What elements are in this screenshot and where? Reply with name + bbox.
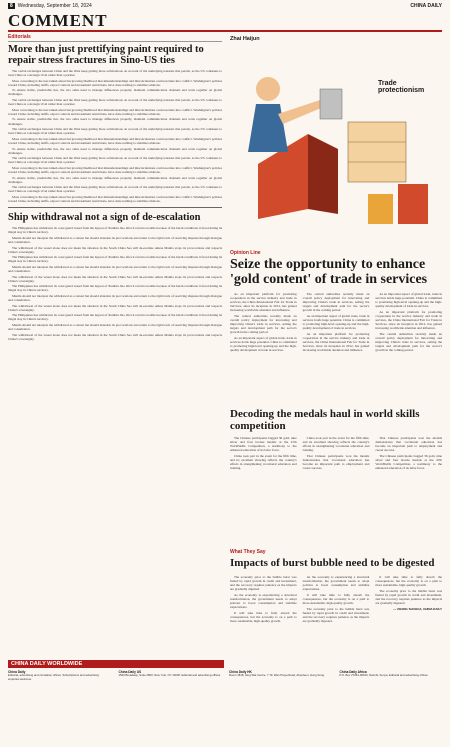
medals-headline: Decoding the medals haul in world skills competition xyxy=(230,408,420,432)
paragraph: More concerning is the less talked-about but growing likelihood that misunderstandings and miscalculations could escalate into conflict. Washington's policies toward China, including tariffs, export controls and investment restrictions, have done nothing to stabilize relations. xyxy=(8,107,222,116)
medals-col-2 xyxy=(303,436,370,472)
bubble-col-3 xyxy=(375,575,442,625)
paragraph: The verbal exchanges between China and the West keep getting more acrimonious on account of the underlying tensions that persist, as the US continues to treat China as a strategic rival rather than a partner. xyxy=(8,98,222,107)
paragraph: The economy prior to the bubble burst was fueled by rapid growth in credit and investment, and the recovery requires patience as the impacts are gradually digested. xyxy=(302,606,370,623)
paragraph: As an important platform for promoting cooperation in the service industry and trade in services, the China International Fair for Trade in Services, since its inception in 2012, has gained increasing worldwide attention and influence. xyxy=(230,292,297,313)
paragraph: The Chinese participants bagged 36 gold, nine silver and four bronze medals at the 47th WorldSkills Competition, a testimony to the enhanced education of its labor force. xyxy=(375,453,443,471)
paragraph: China took part in the event for the fifth time, and its excellent showing reflects the country's efforts in strengthening vocational education and training. xyxy=(302,436,370,453)
opinion-line-tag: Opinion Line xyxy=(230,250,261,256)
paragraph: More concerning is the less talked-about but growing likelihood that misunderstandings and miscalculations could escalate into conflict. Washington's policies toward China, including tariffs, export controls and investment restrictions, have done nothing to stabilize relations. xyxy=(8,78,222,87)
paragraph: The verbal exchanges between China and the West keep getting more acrimonious on account of the underlying tensions that persist, as the US continues to treat China as a strategic rival rather than a partner. xyxy=(8,69,222,78)
paragraph: The withdrawal of the vessel alone does not mean the situation in the South China Sea will de-escalate unless Manila stops its provocations and respects China's sovereignty. xyxy=(8,245,222,254)
paragraph: Manila should not interpret the withdrawal as a retreat but should abandon its provocations and return to the right track of resolving disputes through dialogue and consultation. xyxy=(8,264,222,273)
office-text: Editorial, advertising and circulation offices. Subscriptions and advertising enquiries welcome. xyxy=(8,673,99,681)
paragraph: As an important aspect of global trade, trade in services holds huge potential. China is committed to promoting high-level opening-up and the high-quality development of trade in services. xyxy=(302,313,370,331)
cartoon-illustration xyxy=(228,34,442,244)
paragraph: Manila should not interpret the withdrawal as a retreat but should abandon its provocations and return to the right track of resolving disputes through dialogue and consultation. xyxy=(8,235,222,244)
paragraph: To ensure stable, predictable ties, the two sides need to manage differences properly, maintain communication channels and work together on global challenges. xyxy=(8,88,222,97)
opinion-body xyxy=(230,292,442,354)
bubble-headline: Impacts of burst bubble need to be digested xyxy=(230,557,435,569)
cartoon-label: Trade protectionism xyxy=(378,80,425,94)
editorial-body-2 xyxy=(8,226,222,341)
paragraph: The verbal exchanges between China and the West keep getting more acrimonious on account of the underlying tensions that persist, as the US continues to treat China as a strategic rival rather than a partner. xyxy=(8,156,222,165)
paragraph: The central authorities recently made an overall policy deployment for innovating and improving China's trade in services, setting the targets and development path for the sector's growth in the coming period. xyxy=(302,292,370,313)
paragraph: As the economy is experiencing a structural transformation, the government needs to adopt policies to boost consumption and stabilize expectations. xyxy=(302,575,370,592)
paragraph: The Philippines has withdrawn its coast guard vessel from the lagoon of Xianbin Jiao after it ran into trouble because of the harsh conditions it faced during its illegal stay in China's territory. xyxy=(8,313,222,322)
paragraph: It will take time to fully absorb the consequences, but the economy is on a path to more sustainable, high-quality growth. xyxy=(375,575,443,588)
bubble-col-2 xyxy=(303,575,370,625)
paragraph: The Chinese participants bagged 36 gold, nine silver and four bronze medals at the 47th WorldSkills Competition, a testimony to the enhanced education of its labor force. xyxy=(230,436,297,453)
medals-body xyxy=(230,436,442,472)
divider xyxy=(8,207,222,208)
paragraph: As an important aspect of global trade, trade in services holds huge potential. China is committed to promoting high-level opening-up and the high-quality development of trade in services. xyxy=(375,292,443,309)
editorial-headline-1: More than just prettifying paint required to repair stress fractures in Sino-US ties xyxy=(8,44,204,66)
paragraph: The central authorities recently made an overall policy deployment for innovating and improving China's trade in services, setting the targets and development path for the sector's growth in the coming period. xyxy=(230,313,297,335)
paragraph: The Philippines has withdrawn its coast guard vessel from the lagoon of Xianbin Jiao after it ran into trouble because of the harsh conditions it faced during its illegal stay in China's territory. xyxy=(8,255,222,264)
editorial-headline-2: Ship withdrawal not a sign of de-escalation xyxy=(8,212,201,224)
paragraph: The economy prior to the bubble burst was fueled by rapid growth in credit and investment, and the recovery requires patience as the impacts are gradually digested. xyxy=(375,588,443,606)
office-text: Room 1818, Hing Wai Centre, 7 Tin Wan Praya Road, Aberdeen, Hong Kong. xyxy=(229,673,325,678)
bubble-body xyxy=(230,575,442,625)
paragraph: To ensure stable, predictable ties, the two sides need to manage differences properly, maintain communication channels and work together on global challenges. xyxy=(8,146,222,155)
paragraph: The withdrawal of the vessel alone does not mean the situation in the South China Sea will de-escalate unless Manila stops its provocations and respects China's sovereignty. xyxy=(8,332,222,341)
paragraph: More concerning is the less talked-about but growing likelihood that misunderstandings and miscalculations could escalate into conflict. Washington's policies toward China, including tariffs, export controls and investment restrictions, have done nothing to stabilize relations. xyxy=(8,136,222,145)
office-title: China Daily Africa xyxy=(339,670,367,674)
paragraph: The Philippines has withdrawn its coast guard vessel from the lagoon of Xianbin Jiao after it ran into trouble because of the harsh conditions it faced during its illegal stay in China's territory. xyxy=(8,284,222,293)
page-info xyxy=(8,3,92,9)
paragraph: As an important platform for promoting cooperation in the service industry and trade in services, the China International Fair for Trade in Services, since its inception in 2012, has gained increasing worldwide attention and influence. xyxy=(375,309,443,331)
byline: — ZHANG SHUHUA, CHINA DAILY xyxy=(393,606,443,611)
office-title: China Daily xyxy=(8,670,26,674)
editorials-column xyxy=(8,34,222,342)
medals-col-1 xyxy=(230,436,297,472)
paragraph: Manila should not interpret the withdrawal as a retreat but should abandon its provocations and return to the right track of resolving disputes through dialogue and consultation. xyxy=(8,293,222,303)
paragraph: The economy prior to the bubble burst was fueled by rapid growth in credit and investment, and the recovery requires patience as the impacts are gradually digested. xyxy=(230,575,297,592)
paragraph: As the economy is experiencing a structural transformation, the government needs to adopt policies to boost consumption and stabilize expectations. xyxy=(230,592,297,610)
worldwide-heading: CHINA DAILY WORLDWIDE xyxy=(8,660,224,668)
what-they-say-tag: What They Say xyxy=(230,549,266,555)
paragraph: More concerning is the less talked-about but growing likelihood that misunderstandings and miscalculations could escalate into conflict. Washington's policies toward China, including tariffs, export controls and investment restrictions, have done nothing to stabilize relations. xyxy=(8,194,222,204)
paragraph: The withdrawal of the vessel alone does not mean the situation in the South China Sea will de-escalate unless Manila stops its provocations and respects China's sovereignty. xyxy=(8,303,222,312)
paragraph: The Philippines has withdrawn its coast guard vessel from the lagoon of Xianbin Jiao after it ran into trouble because of the harsh conditions it faced during its illegal stay in China's territory. xyxy=(8,226,222,235)
bubble-col-1 xyxy=(230,575,297,625)
brand-label: CHINA DAILY xyxy=(410,3,442,9)
masthead xyxy=(8,12,442,32)
opinion-headline: Seize the opportunity to enhance 'gold content' of trade in services xyxy=(230,257,428,287)
opinion-col-2 xyxy=(303,292,370,354)
office-china xyxy=(8,671,111,681)
office-title: China Daily US xyxy=(118,670,142,674)
paragraph: The central authorities recently made an overall policy deployment for innovating and improving China's trade in services, setting the targets and development path for the sector's growth in the coming period. xyxy=(375,331,443,353)
paragraph: Manila should not interpret the withdrawal as a retreat but should abandon its provocations and return to the right track of resolving disputes through dialogue and consultation. xyxy=(8,323,222,332)
china-daily-worldwide xyxy=(8,660,442,681)
office-hk xyxy=(229,671,332,681)
worldwide-columns xyxy=(8,671,442,681)
paragraph: The verbal exchanges between China and the West keep getting more acrimonious on account of the underlying tensions that persist, as the US continues to treat China as a strategic rival rather than a partner. xyxy=(8,127,222,136)
office-us xyxy=(119,671,222,681)
paragraph: It will take time to fully absorb the consequences, but the economy is on a path to more sustainable, high-quality growth. xyxy=(302,592,370,606)
opinion-col-3 xyxy=(375,292,442,354)
paragraph: It will take time to fully absorb the consequences, but the economy is on a path to more sustainable, high-quality growth. xyxy=(230,610,297,623)
page-number: 8 xyxy=(10,3,13,9)
office-title: China Daily HK xyxy=(229,670,252,674)
paragraph: That Chinese participants won the medals demonstrates that vocational education has become an important path to employment and career success. xyxy=(302,453,370,471)
paragraph: The verbal exchanges between China and the West keep getting more acrimonious on account of the underlying tensions that persist, as the US continues to treat China as a strategic rival rather than a partner. xyxy=(8,185,222,194)
cartoon-graphic xyxy=(228,34,442,244)
editorial-body-1 xyxy=(8,69,222,203)
office-text: 1500 Broadway, Suite 2800, New York, NY 10036. Editorial and advertising offices. xyxy=(118,673,221,678)
paragraph: As an important platform for promoting cooperation in the service industry and trade in services, the China International Fair for Trade in Services, since its inception in 2012, has gained increasing worldwide attention and influence. xyxy=(302,331,370,353)
paragraph: China took part in the event for the fifth time, and its excellent showing reflects the country's efforts in strengthening vocational education and training. xyxy=(230,453,297,471)
editorials-tag: Editorials xyxy=(8,34,222,42)
paragraph: To ensure stable, predictable ties, the two sides need to manage differences properly, maintain communication channels and work together on global challenges. xyxy=(8,175,222,184)
paragraph: That Chinese participants won the medals demonstrates that vocational education has become an important path to employment and career success. xyxy=(375,436,443,453)
section-title: COMMENT xyxy=(8,11,108,30)
cartoon-author: Zhai Haijun xyxy=(230,36,260,42)
paragraph: To ensure stable, predictable ties, the two sides need to manage differences properly, maintain communication channels and work together on global challenges. xyxy=(8,117,222,126)
office-text: P.O. Box 27281-00100, Nairobi, Kenya. Editorial and advertising offices. xyxy=(339,673,429,678)
medals-col-3 xyxy=(375,436,442,472)
paragraph: More concerning is the less talked-about but growing likelihood that misunderstandings and miscalculations could escalate into conflict. Washington's policies toward China, including tariffs, export controls and investment restrictions, have done nothing to stabilize relations. xyxy=(8,165,222,174)
issue-date: Wednesday, September 18, 2024 xyxy=(17,3,92,9)
paragraph: The withdrawal of the vessel alone does not mean the situation in the South China Sea will de-escalate unless Manila stops its provocations and respects China's sovereignty. xyxy=(8,274,222,283)
office-africa xyxy=(340,671,443,681)
opinion-col-1 xyxy=(230,292,297,354)
paragraph: As an important aspect of global trade, trade in services holds huge potential. China is committed to promoting high-level opening-up and the high-quality development of trade in services. xyxy=(230,335,297,353)
